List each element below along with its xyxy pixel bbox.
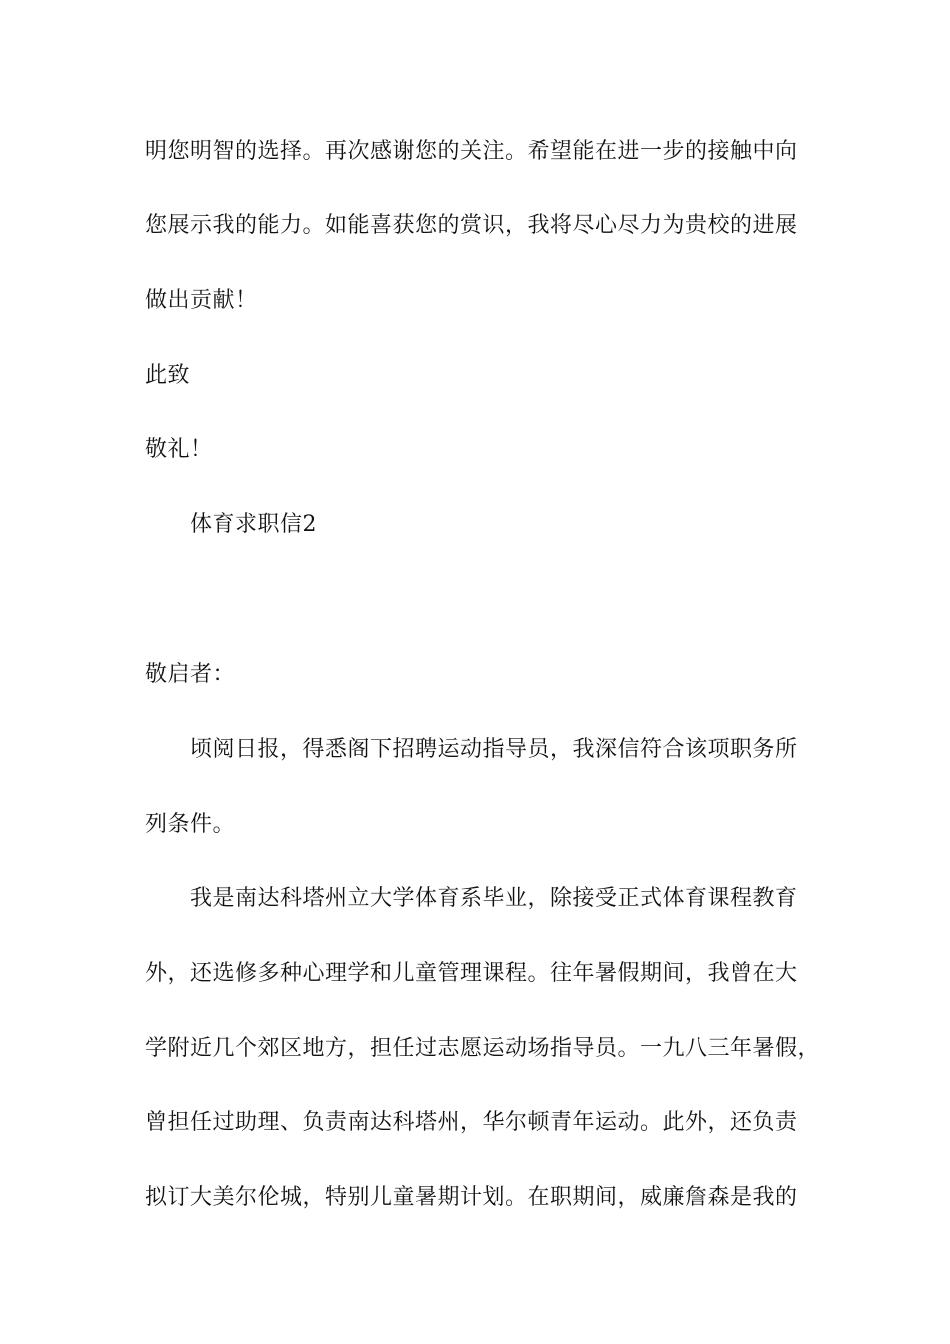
paragraph-line: 我是南达科塔州立大学体育系毕业，除接受正式体育课程教育 [190, 886, 798, 911]
paragraph-line: 曾担任过助理、负责南达科塔州，华尔顿青年运动。此外，还负责 [145, 1110, 798, 1135]
paragraph-line: 外，还选修多种心理学和儿童管理课程。往年暑假期间，我曾在大 [145, 961, 798, 986]
closing-line: 此致 [145, 363, 191, 388]
paragraph-line: 拟订大美尔伦城，特别儿童暑期计划。在职期间，威廉詹森是我的 [145, 1185, 798, 1210]
paragraph-line: 列条件。 [145, 812, 236, 837]
greeting-line: 敬启者： [145, 662, 236, 687]
paragraph-line: 做出贡献！ [145, 288, 258, 313]
paragraph-line: 学附近几个郊区地方，担任过志愿运动场指导员。一九八三年暑假， [145, 1036, 821, 1061]
section-title: 体育求职信2 [190, 512, 317, 537]
paragraph-line: 顷阅日报，得悉阁下招聘运动指导员，我深信符合该项职务所 [190, 737, 798, 762]
paragraph-line: 您展示我的能力。如能喜获您的赏识，我将尽心尽力为贵校的进展 [145, 213, 798, 238]
paragraph-line: 明您明智的选择。再次感谢您的关注。希望能在进一步的接触中向 [145, 139, 798, 164]
salutation-close: 敬礼！ [145, 437, 213, 462]
